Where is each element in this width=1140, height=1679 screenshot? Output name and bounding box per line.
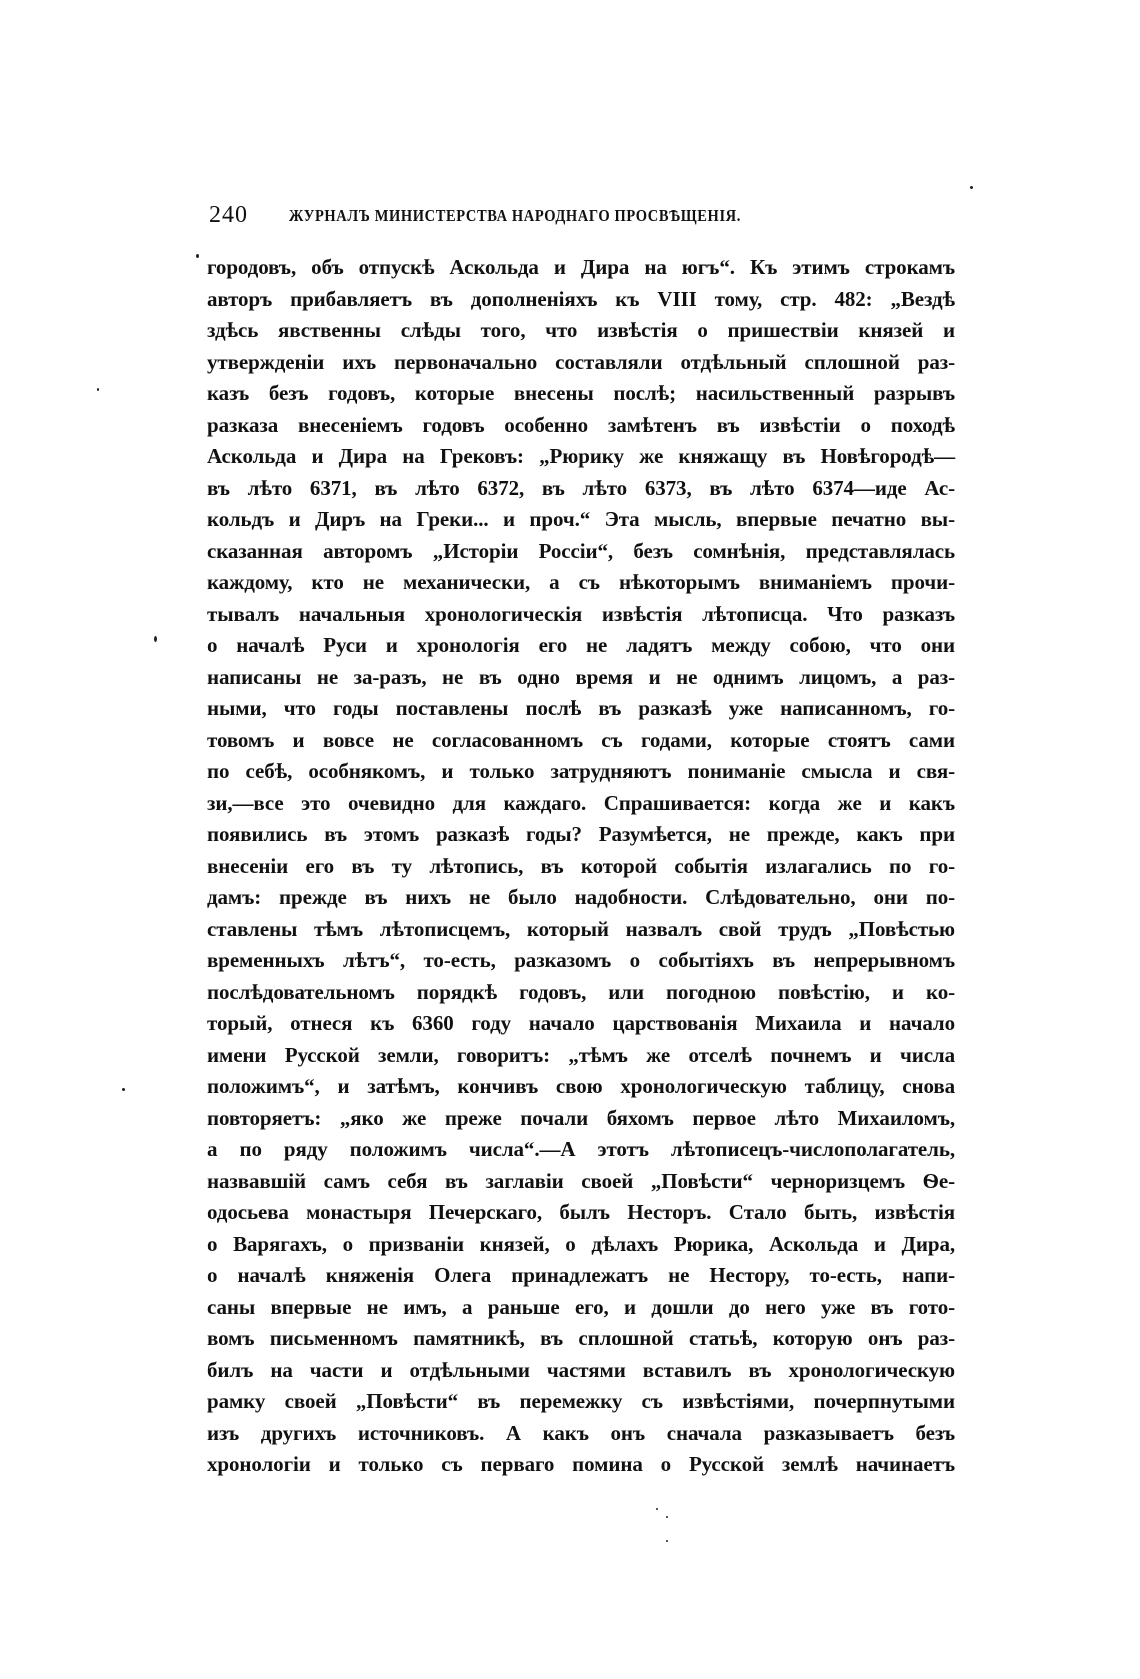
text-line: тывалъ начальныя хронологическія извѣстія лѣтописца. Что разказъ	[207, 601, 955, 626]
text-line: временныхъ лѣтъ“, то-есть, разказомъ о событіяхъ въ непрерывномъ	[207, 948, 955, 972]
page-number: 240	[209, 202, 248, 228]
text-line: авторъ прибавляетъ въ дополненіяхъ къ VIII тому, стр. 482: „Вездѣ	[207, 286, 955, 311]
text-line: послѣдовательномъ порядкѣ годовъ, или погодною повѣстію, и ко-	[207, 979, 955, 1004]
text-line: зи,—все это очевидно для каждаго. Спрашивается: когда же и какъ	[207, 790, 955, 815]
text-line: вомъ письменномъ памятникѣ, въ сплошной статьѣ, которую онъ раз-	[207, 1326, 955, 1350]
text-line: товомъ и вовсе не согласованномъ съ годами, которые стоятъ сами	[207, 727, 955, 752]
text-line: торый, отнеся къ 6360 году начало царствованія Михаила и начало	[207, 1011, 955, 1035]
text-line: по себѣ, особнякомъ, и только затрудняютъ пониманіе смысла и свя-	[207, 759, 955, 783]
scan-speck	[666, 1516, 668, 1518]
text-line: Аскольда и Дира на Грековъ: „Рюрику же княжащу въ Новѣгородѣ—	[207, 444, 955, 468]
text-line: одосьева монастыря Печерскаго, былъ Несторъ. Стало быть, извѣстія	[207, 1200, 955, 1224]
text-line: ставлены тѣмъ лѣтописцемъ, который назвалъ свой трудъ „Повѣстью	[207, 916, 955, 941]
text-line: утвержденіи ихъ первоначально составляли отдѣльный сплошной раз-	[207, 349, 955, 374]
running-head: ЖУРНАЛЪ МИНИСТЕРСТВА НАРОДНАГО ПРОСВѢЩЕНІЯ.	[289, 207, 741, 226]
text-line: о началѣ княженія Олега принадлежатъ не Нестору, то-есть, напи-	[207, 1263, 955, 1287]
scan-speck	[97, 388, 99, 391]
text-line: о Варягахъ, о призваніи князей, о дѣлахъ Рюрика, Аскольда и Дира,	[207, 1231, 955, 1256]
text-line: билъ на части и отдѣльными частями вставилъ въ хронологическую	[207, 1357, 955, 1382]
text-line: внесеніи его въ ту лѣтопись, въ которой событія излагались по го-	[207, 853, 955, 878]
text-line: изъ другихъ источниковъ. А какъ онъ сначала разказываетъ безъ	[207, 1420, 955, 1445]
text-line: разказа внесеніемъ годовъ особенно замѣтенъ въ извѣстіи о походѣ	[207, 412, 955, 437]
text-line: повторяетъ: „яко же преже почали бяхомъ первое лѣто Михаиломъ,	[207, 1105, 955, 1130]
scan-speck	[656, 1508, 658, 1510]
text-line: назвавшій самъ себя въ заглавіи своей „Повѣсти“ черноризцемъ Ѳе-	[207, 1168, 955, 1193]
page-header	[209, 202, 959, 238]
text-line: написаны не за-разъ, не въ одно время и не однимъ лицомъ, а раз-	[207, 664, 955, 689]
scan-speck	[154, 636, 157, 642]
text-line: а по ряду положимъ числа“.—А этотъ лѣтописецъ-числополагатель,	[207, 1137, 955, 1161]
scan-speck	[970, 186, 973, 189]
text-line: городовъ, объ отпускѣ Аскольда и Дира на югъ“. Къ этимъ строкамъ	[207, 255, 955, 279]
text-line: казъ безъ годовъ, которые внесены послѣ; насильственный разрывъ	[207, 381, 955, 405]
text-line: въ лѣто 6371, въ лѣто 6372, въ лѣто 6373, въ лѣто 6374—иде Ас-	[207, 475, 955, 500]
scan-speck	[666, 1540, 668, 1542]
text-line: положимъ“, и затѣмъ, кончивъ свою хронологическую таблицу, снова	[207, 1074, 955, 1098]
body-text	[207, 252, 955, 1481]
scan-speck	[122, 1088, 125, 1091]
text-line: здѣсь явственны слѣды того, что извѣстія о пришествіи князей и	[207, 318, 955, 342]
text-line: дамъ: прежде въ нихъ не было надобности. Слѣдовательно, они по-	[207, 885, 955, 909]
text-line: рамку своей „Повѣсти“ въ перемежку съ извѣстіями, почерпнутыми	[207, 1389, 955, 1413]
text-line: появились въ этомъ разказѣ годы? Разумѣется, не прежде, какъ при	[207, 822, 955, 846]
text-line: имени Русской земли, говоритъ: „тѣмъ же отселѣ почнемъ и числа	[207, 1042, 955, 1067]
text-line: сказанная авторомъ „Исторіи Россіи“, безъ сомнѣнія, представлялась	[207, 538, 955, 563]
text-line: хронологіи и только съ перваго помина о Русской землѣ начинаетъ	[207, 1452, 955, 1476]
text-line: каждому, кто не механически, а съ нѣкоторымъ вниманіемъ прочи-	[207, 570, 955, 594]
scan-speck	[196, 254, 199, 258]
text-line: саны впервые не имъ, а раньше его, и дошли до него уже въ гото-	[207, 1294, 955, 1319]
text-line: кольдъ и Диръ на Греки... и проч.“ Эта мысль, впервые печатно вы-	[207, 507, 955, 531]
text-line: о началѣ Руси и хронологія его не ладятъ между собою, что они	[207, 633, 955, 657]
text-line: ными, что годы поставлены послѣ въ разказѣ уже написанномъ, го-	[207, 696, 955, 720]
